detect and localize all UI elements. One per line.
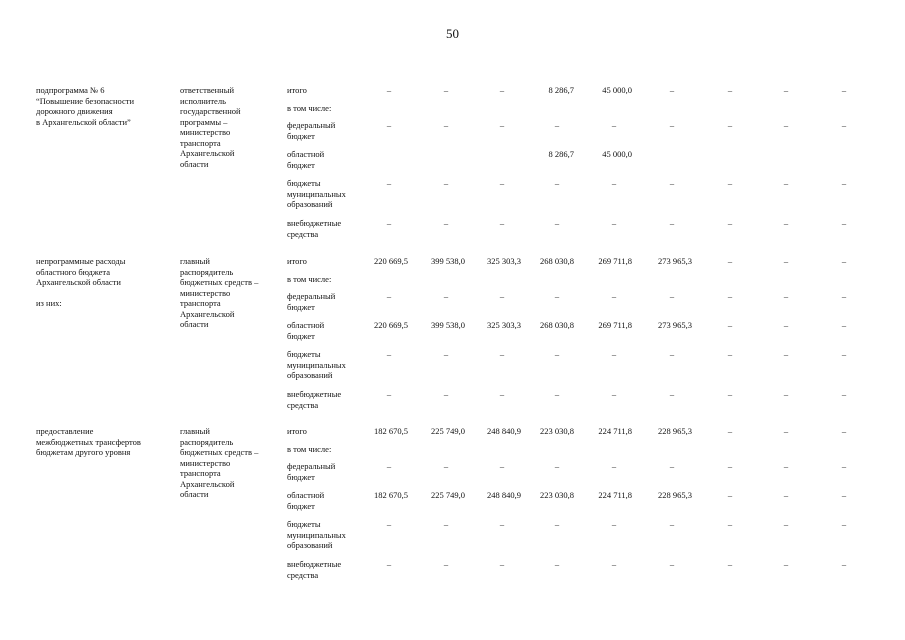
funding-source: итого [287,85,307,95]
table-cell: – [841,178,847,188]
table-cell: – [783,490,789,500]
table-cell: – [669,85,675,95]
executor-cell: главный распорядитель бюджетных средств – министерство транспорта Архангельской области [180,256,259,329]
table-cell: 220 669,5 [374,320,408,330]
table-cell: – [554,291,560,301]
table-cell: 225 749,0 [431,426,465,436]
table-cell: – [443,178,449,188]
funding-source: внебюджетные средства [287,559,342,580]
table-cell: 228 965,3 [658,426,692,436]
table-cell: 269 711,8 [598,320,632,330]
table-cell: 268 030,8 [540,320,574,330]
table-cell: – [841,291,847,301]
table-cell: 8 286,7 [548,149,574,159]
table-cell: – [611,559,617,569]
table-cell: – [727,320,733,330]
table-cell: 248 840,9 [487,426,521,436]
funding-source: в том числе: [287,274,332,284]
table-cell: – [611,291,617,301]
table-cell: – [554,120,560,130]
table-cell: – [727,519,733,529]
table-cell: – [841,120,847,130]
table-cell: 273 965,3 [658,256,692,266]
table-cell: – [783,120,789,130]
page-number: 50 [446,26,459,41]
table-cell: 273 965,3 [658,320,692,330]
funding-source: в том числе: [287,103,332,113]
table-cell: – [443,291,449,301]
table-cell: – [443,349,449,359]
funding-source: федеральный бюджет [287,291,336,312]
table-cell: – [669,389,675,399]
table-cell: 248 840,9 [487,490,521,500]
table-cell: – [443,519,449,529]
table-cell: – [783,461,789,471]
table-cell: – [727,218,733,228]
table-cell: – [499,120,505,130]
table-cell: 182 670,5 [374,490,408,500]
table-cell: – [841,85,847,95]
table-cell: – [783,256,789,266]
table-cell: – [841,256,847,266]
table-cell: 325 303,3 [487,320,521,330]
table-cell: – [386,85,392,95]
table-cell: – [727,389,733,399]
table-cell: – [386,349,392,359]
table-cell: – [841,349,847,359]
table-cell: – [727,490,733,500]
table-cell: 325 303,3 [487,256,521,266]
table-cell: – [443,461,449,471]
table-cell: – [499,85,505,95]
table-cell: – [499,559,505,569]
table-cell: – [554,218,560,228]
funding-source: внебюджетные средства [287,218,342,239]
table-cell: – [841,389,847,399]
funding-source: итого [287,426,307,436]
table-cell: 269 711,8 [598,256,632,266]
table-cell: – [386,519,392,529]
table-cell: – [727,559,733,569]
table-cell: – [611,461,617,471]
table-cell: – [727,291,733,301]
table-cell: – [443,218,449,228]
table-cell: – [841,426,847,436]
table-cell: – [443,85,449,95]
table-cell: – [386,178,392,188]
executor-cell: ответственный исполнитель государственной программы – министерство транспорта Архангельской области [180,85,241,169]
table-cell: 224 711,8 [598,426,632,436]
table-cell: 45 000,0 [602,149,632,159]
table-cell: – [499,349,505,359]
table-cell: – [841,519,847,529]
table-cell: – [669,349,675,359]
table-cell: – [783,519,789,529]
table-cell: – [554,178,560,188]
table-cell: – [783,426,789,436]
table-cell: – [443,120,449,130]
table-cell: 228 965,3 [658,490,692,500]
table-cell: 223 030,8 [540,490,574,500]
funding-source: бюджеты муниципальных образований [287,349,346,380]
table-cell: – [386,559,392,569]
table-cell: 182 670,5 [374,426,408,436]
table-cell: – [669,218,675,228]
table-cell: – [783,291,789,301]
table-cell: 8 286,7 [548,85,574,95]
table-cell: – [841,461,847,471]
program-description: непрограммные расходы областного бюджета Архангельской области из них: [36,256,126,308]
table-cell: – [783,559,789,569]
table-cell: – [783,218,789,228]
table-cell: – [554,559,560,569]
funding-source: в том числе: [287,444,332,454]
funding-source: федеральный бюджет [287,120,336,141]
table-cell: – [386,291,392,301]
table-cell: – [783,349,789,359]
table-cell: 220 669,5 [374,256,408,266]
funding-source: областной бюджет [287,149,325,170]
table-cell: – [554,519,560,529]
table-cell: – [554,461,560,471]
table-cell: – [669,120,675,130]
table-cell: – [727,120,733,130]
table-cell: – [554,349,560,359]
table-cell: – [386,218,392,228]
table-cell: – [783,389,789,399]
table-cell: – [611,519,617,529]
table-cell: – [499,519,505,529]
table-cell: 223 030,8 [540,426,574,436]
table-cell: – [386,461,392,471]
table-cell: – [727,178,733,188]
table-cell: – [499,291,505,301]
table-cell: – [554,389,560,399]
funding-source: областной бюджет [287,320,325,341]
funding-source: внебюджетные средства [287,389,342,410]
table-cell: – [499,389,505,399]
program-description: предоставление межбюджетных трансфертов бюджетам другого уровня [36,426,141,457]
table-cell: – [727,256,733,266]
table-cell: – [499,218,505,228]
table-cell: 45 000,0 [602,85,632,95]
table-cell: – [727,461,733,471]
table-cell: – [669,559,675,569]
table-cell: – [841,320,847,330]
table-cell: 225 749,0 [431,490,465,500]
table-cell: 268 030,8 [540,256,574,266]
table-cell: – [841,218,847,228]
funding-source: итого [287,256,307,266]
table-cell: 399 538,0 [431,256,465,266]
funding-source: бюджеты муниципальных образований [287,178,346,209]
table-cell: – [499,178,505,188]
table-cell: – [727,349,733,359]
table-cell: – [669,461,675,471]
table-cell: – [611,349,617,359]
table-cell: 399 538,0 [431,320,465,330]
table-cell: – [611,389,617,399]
program-description: подпрограмма № 6 “Повышение безопасности дорожного движения в Архангельской области” [36,85,134,127]
table-cell: – [669,178,675,188]
table-cell: – [841,490,847,500]
table-cell: – [611,178,617,188]
table-cell: – [443,559,449,569]
table-cell: – [727,85,733,95]
funding-source: бюджеты муниципальных образований [287,519,346,550]
executor-cell: главный распорядитель бюджетных средств – министерство транспорта Архангельской области [180,426,259,499]
table-cell: – [783,85,789,95]
funding-source: областной бюджет [287,490,325,511]
table-cell: – [669,519,675,529]
table-cell: – [727,426,733,436]
table-cell: – [443,389,449,399]
table-cell: – [783,178,789,188]
table-cell: – [499,461,505,471]
table-cell: – [669,291,675,301]
funding-source: федеральный бюджет [287,461,336,482]
table-cell: – [611,218,617,228]
table-cell: – [783,320,789,330]
table-cell: – [611,120,617,130]
table-cell: – [386,389,392,399]
table-cell: 224 711,8 [598,490,632,500]
table-cell: – [841,559,847,569]
table-cell: – [386,120,392,130]
